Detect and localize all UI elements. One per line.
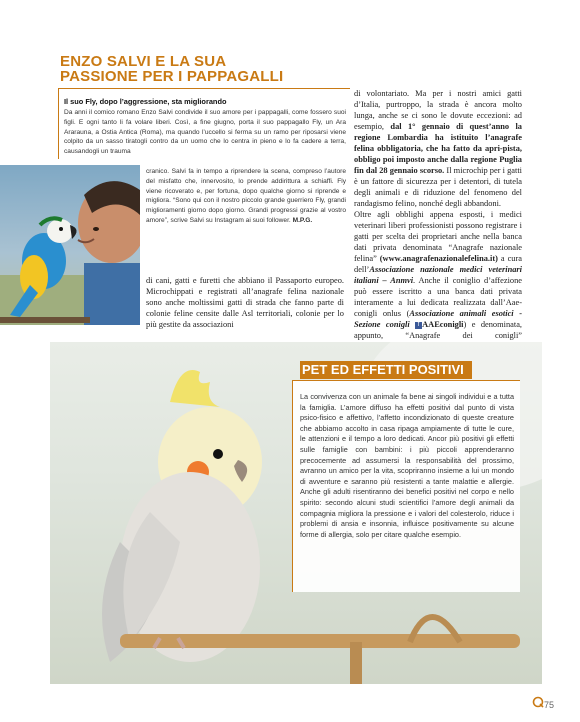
facebook-icon: f [415,322,422,329]
magazine-logo-icon [532,696,544,708]
pet-box-text: La convivenza con un animale fa bene ai singoli individui e a tutta la famiglia. L’amore diffuso ha effetti positivi dal punto di vista psico-fisico e affettivo, l’affetto incondizionato di queste creature che abbiamo accolto in casa ripaga ampiamente di tutte le cure, le attenzioni e il tempo a loro dedicati. Ancor più positivi gli effetti sulle famiglie con bambini: i più piccoli apprenderanno precocemente ad assumersi la responsabilità del prossimo, avranno un amico per la vita, scopriranno insieme a lui un mondo di avventure e saranno più resistenti a tante malattie e allergie. Anche gli adulti risentiranno dei benefici positivi nel corpo e nello spirito: secondo alcuni studi scientifici l’amore degli animali da compagnia migliora la pressione e i valori del colesterolo, riduce i problemi di ansia e insonnia, influisce positivamente su alcune forme di allergia, solo per citare qualche esempio. [300,392,514,539]
sidebar-subtitle: Il suo Fly, dopo l’aggressione, sta migliorando [64,97,227,106]
anagrafe-felina-link[interactable]: (www.anagrafenazionalefelina.it) [379,254,498,263]
paragraph-2: Oltre agli obblighi appena esposti, i medici veterinari liberi professionisti possono registrare i gatti per scelta dei proprietari anche nella banca dati privata denominata “Anagrafe nazionale felina” [354,210,522,263]
sidebar-text-side [146,167,346,226]
paragraph-2-mid: a cura dell’ [354,254,522,274]
page-number: 75 [544,700,555,710]
sidebar-text-body: cranico. Salvi fa in tempo a riprendere la scena, compreso l’autore del misfatto che, innervosito, lo prende addirittura a schiaffi. Fly viene ricoverato e, per fortuna, dopo qualche giorno si riprende e migliora. “Sono qui con il nostro piccolo grande guerriero Fly, grandi miglioramenti giorno dopo giorno. Grandi progressi grazie al vostro amore”, scrive Salvi su Instagram ai suoi follower. [146,168,346,224]
anmvi-name: Associazione nazionale medici veterinari italiani – Anmvi [354,265,522,285]
aae-name: Associazione animali esotici - Sezione conigli [354,309,522,329]
man-with-parrot-photo [0,165,140,325]
article-column-left: di cani, gatti e furetti che abbiano il Passaporto europeo. Microchippati e registrati all’anagrafe felina nazionale sono anche moltissimi gatti di strada che fanno parte di colonie feline censite dalle Asl territoriali, colonie per lo più gestite da associazioni [146,276,344,329]
article-column-right [354,88,522,352]
paragraph-2-end2: ) e denominata, appunto, “Anagrafe dei conigli” [354,320,523,340]
paragraph-1: di volontariato. Ma per i nostri amici gatti d’Italia, purtroppo, la strada è ancora molto lunga, anche se ci sono le dovute eccezioni: ad esempio, [354,89,522,131]
paragraph-2-end: . Anche il coniglio d’affezione può essere iscritto a una banca dati privata interamente a lui dedicata realizzata dall’Aae-conigli onlus ( [354,276,522,318]
pet-box-title: PET ED EFFETTI POSITIVI [300,361,472,379]
author-signature: M.P.G. [292,216,313,224]
paragraph-1-bold: dal 1° gennaio di quest’anno la regione Lombardia ha istituito l’anagrafe felina obbligatoria, che ha fatto da apri-pista, obbligo poi imposto anche dalla regione Puglia fin dal 28 gennaio scorso. [354,122,522,175]
sidebar-text-top: Da anni il comico romano Enzo Salvi condivide il suo amore per i pappagalli, come fossero suoi figli. E ogni tanto li fa volare liberi. Così, a fine giugno, porta il suo pappagallo Fly, un Ara Ararauna, a Ostia Antica (Roma), ma quando l’uccello si ferma su un ramo per riposarsi viene colpito da un sasso tiratogli contro da un uomo che lo centra in pieno e lo fa cadere a terra, causandogli un trauma [64,109,346,156]
paragraph-1-end: Il microchip per i gatti è un fattore di sicurezza per i detentori, di tutela degli animali e di riduzione del fenomeno del randagismo felino, nonché degli abbandoni. [354,166,522,208]
facebook-handle[interactable]: AAEconigli [422,320,464,329]
parrot-illustration [0,165,140,325]
sidebar-title: ENZO SALVI E LA SUA PASSIONE PER I PAPPAGALLI [60,53,284,85]
